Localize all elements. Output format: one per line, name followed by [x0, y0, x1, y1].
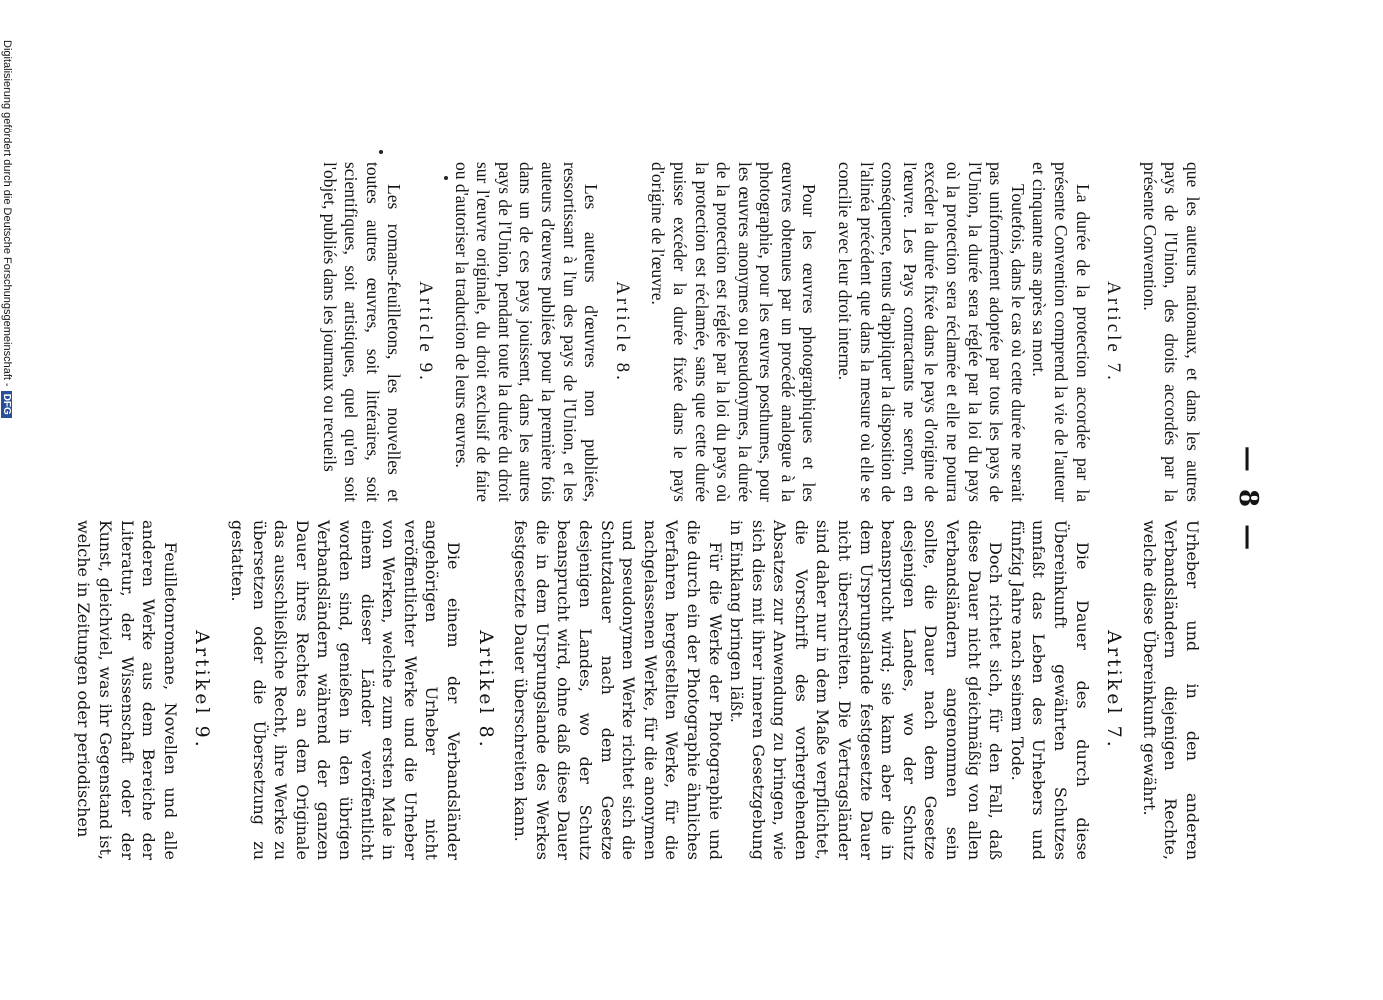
- paragraph: Urheber und in den anderen Verbandsländern diejenigen Rechte, welche diese Übereinkunft gewährt.: [1139, 520, 1202, 860]
- paragraph: Die Dauer des durch diese Übereinkunft gewährten Schutzes umfaßt das Leben des Urhebers und fünfzig Jahre nach seinem Tode.: [1007, 520, 1092, 860]
- paragraph: Für die Werke der Photographie und die durch ein der Photographie ähnliches Verfahren hergestellten Werke, für die nachgelassenen Werke, für die anonymen und pseudonymen Werke richtet sich die Schutzdauer nach dem Gesetze desjenigen Landes, wo der Schutz beansprucht wird, ohne daß diese Dauer die in dem Ursprungslande des Werkes festgesetzte Dauer überschreiten kann.: [511, 520, 725, 860]
- artikel-9-heading: Artikel 9.: [191, 630, 214, 750]
- article-8-heading: Article 8.: [611, 281, 633, 383]
- paragraph: Les romans-feuilletons, les nouvelles et toutes autres œuvres, soit littéraires, soit scientifiques, soit artistiques, quel qu'en soit l'objet, publiés dans les journaux ou recueils: [319, 162, 405, 502]
- paragraph: Toutefois, dans le cas où cette durée ne serait pas uniformément adoptée par tous les pays de l'Union, la durée sera réglée par la loi du pays où la protection sera réclamée et elle ne pourra excéder la durée fixée dans le pays d'origine de l'œuvre. Les Pays contractants ne seront, en conséquence, tenus d'appliquer la disposition de l'alinéa précédent que dans la mesure où elle se concilie avec leur droit interne.: [835, 162, 1028, 502]
- paragraph: Pour les œuvres photographiques et les œuvres obtenues par un procédé analogue à la photographie, pour les œuvres posthumes, pour les œuvres anonymes ou pseudonymes, la durée de la protection est réglée par la loi du pays où la protection est réclamée, sans que cette durée puisse excéder la durée fixée dans le pays d'origine de l'œuvre.: [648, 162, 820, 502]
- paragraph: La durée de la protection accordée par la présente Convention comprend la vie de l'auteur et cinquante ans après sa mort.: [1029, 162, 1093, 502]
- credit-text: Digitalisierung gefördert durch die Deutsche Forschungsgemeinschaft -: [1, 40, 13, 387]
- paragraph: Doch richtet sich, für den Fall, daß diese Dauer nicht gleichmäßig von allen Verbandsländern angenommen sein sollte, die Dauer nach dem Gesetze desjenigen Landes, wo der Schutz beansprucht wird; sie kann aber die in dem Ursprungslande festgesetzte Dauer nicht überschreiten. Die Vertragsländer sind daher nur in dem Maße verpflichtet, die Vorschrift des vorhergehenden Absatzes zur Anwendung zu bringen, wie sich dies mit ihrer inneren Gesetzgebung in Einklang bringen läßt.: [727, 520, 1006, 860]
- page-number: — 8 —: [1233, 445, 1263, 555]
- paragraph: que les auteurs nationaux, et dans les autres pays de l'Union, des droits accordés par la présente Convention.: [1139, 162, 1203, 502]
- article-7-heading: Article 7.: [1103, 281, 1125, 383]
- paragraph: Les auteurs d'œuvres non publiées, ressortissant à l'un des pays de l'Union, et les auteurs d'œuvres publiées pour la première fois dans un de ces pays jouissent, dans les autres pays de l'Union, pendant toute la durée du droit sur l'œuvre originale, du droit exclusif de faire ou d'autoriser la traduction de leurs œuvres.: [451, 162, 602, 502]
- paragraph: Feuilletonromane, Novellen und alle anderen Werke aus dem Bereiche der Literatur, der Wissenschaft oder der Kunst, gleichviel, was ihr Gegenstand ist, welche in Zeitungen oder periodischen: [74, 520, 180, 860]
- artikel-8-heading: Artikel 8.: [474, 630, 497, 750]
- digitization-credit: [1, 40, 13, 418]
- scan-speck: [444, 176, 448, 180]
- artikel-7-heading: Artikel 7.: [1103, 630, 1126, 750]
- article-9-heading: Article 9.: [415, 281, 436, 383]
- scan-speck: [379, 150, 383, 154]
- french-column: [318, 162, 1203, 502]
- paragraph: Die einem der Verbandsländer angehörigen Urheber nicht veröffentlichter Werke und die Urheber von Werken, welche zum ersten Male in einem dieser Länder veröffentlicht worden sind, genießen in den übrigen Verbandsländern während der ganzen Dauer ihres Rechtes an dem Originale das ausschließliche Recht, ihre Werke zu übersetzen oder die Übersetzung zu gestatten.: [228, 520, 463, 860]
- german-column: [73, 520, 1203, 860]
- dfg-logo: DFG: [1, 391, 12, 418]
